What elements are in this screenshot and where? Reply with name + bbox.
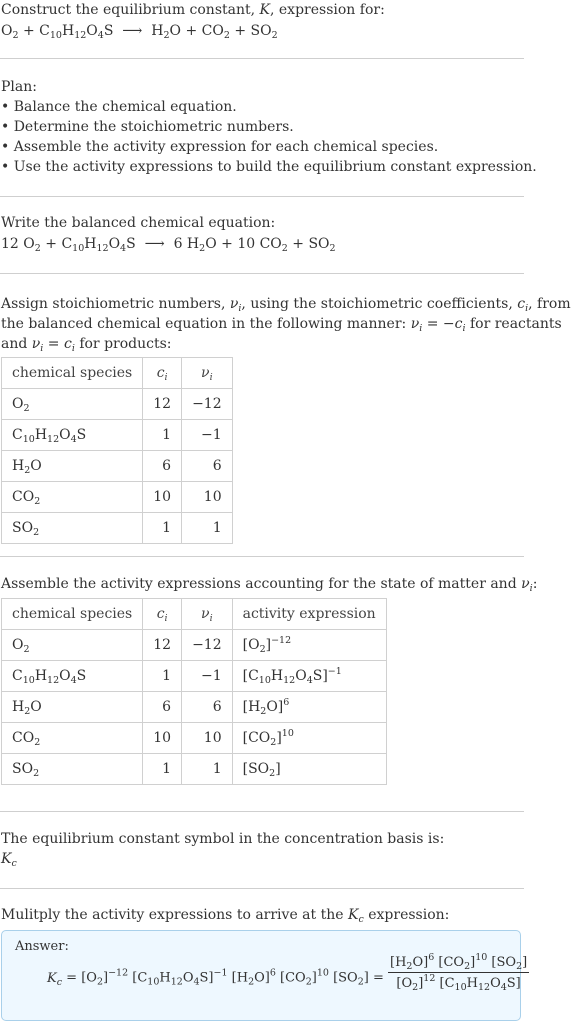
table-header-row xyxy=(2,358,233,389)
intro-section xyxy=(1,0,385,41)
stoichiometry-table xyxy=(1,357,233,544)
table-row: $H_2O$ 6 6 xyxy=(2,451,233,482)
symbol-section xyxy=(1,829,444,869)
answer-fraction: $\frac{[H_2O]^6 [CO_2]^{10} [SO_2]}{[O_2]^{12} [C_{10}H_{12}O_4S]}$ xyxy=(390,952,528,993)
plan-step: • Use the activity expressions to build the equilibrium constant expression. xyxy=(1,159,537,175)
table-row: $SO_2$ 1 1 xyxy=(2,513,233,544)
plan-step: • Balance the chemical equation. xyxy=(1,99,237,115)
species-cell: $H_2O$ xyxy=(2,451,143,482)
species-cell: $CO_2$ xyxy=(2,482,143,513)
answer-expression: $K_c = [O_2]^{-12}$ $[C_{10}H_{12}O_4S]^{-1}$ $[H_2O]^6$ $[CO_2]^{10}$ $[SO_2]$ = $\frac{[H_2O]^6 [CO_2]^{10} [SO_2]}{[O_2]^{12} [C_{10}H_{12}O_4S]}$ xyxy=(47,952,528,993)
column-header: $c_i$ xyxy=(143,599,182,630)
activity-cell: $[O_2]^{-12}$ xyxy=(232,630,386,661)
balanced-title: Write the balanced chemical equation: xyxy=(1,215,276,231)
activity-cell: $[CO_2]^{10}$ xyxy=(232,723,386,754)
column-header: chemical species xyxy=(2,599,143,630)
assign-section xyxy=(1,294,571,354)
table-row: $O_2$ 12 −12 $[O_2]^{-12}$ xyxy=(2,630,387,661)
divider xyxy=(0,556,524,557)
symbol-kc: $K_c$ xyxy=(1,851,17,869)
symbol-text: The equilibrium constant symbol in the concentration basis is: xyxy=(1,831,445,847)
table-header-row xyxy=(2,599,387,630)
plan-step: • Assemble the activity expression for each chemical species. xyxy=(1,139,439,155)
divider xyxy=(0,888,524,889)
divider xyxy=(0,196,524,197)
table-row: $C_{10}H_{12}O_4S$ 1 −1 xyxy=(2,420,233,451)
table-row: $SO_2$ 1 1 $[SO_2]$ xyxy=(2,754,387,785)
column-header: $\nu_i$ xyxy=(182,599,233,630)
table-row: $O_2$ 12 −12 xyxy=(2,389,233,420)
table-row: $CO_2$ 10 10 xyxy=(2,482,233,513)
divider xyxy=(0,58,524,59)
activity-cell: $[C_{10}H_{12}O_4S]^{-1}$ xyxy=(232,661,386,692)
activity-table xyxy=(1,598,387,785)
plan-section xyxy=(1,77,537,177)
table-row: $C_{10}H_{12}O_4S$ 1 −1 $[C_{10}H_{12}O_4S]^{-1}$ xyxy=(2,661,387,692)
plan-title: Plan: xyxy=(1,79,37,95)
answer-label: Answer: xyxy=(15,939,69,954)
species-cell: $O_2$ xyxy=(2,389,143,420)
assign-text: Assign stoichiometric numbers, $\nu_i$, using the stoichiometric coefficients, $c_i$, from xyxy=(1,296,571,314)
multiply-text: Mulitply the activity expressions to arrive at the $K_c$ expression: xyxy=(1,907,450,925)
intro-text: Construct the equilibrium constant, K, expression for: xyxy=(1,2,385,18)
divider xyxy=(0,811,524,812)
divider xyxy=(0,273,524,274)
species-cell: $SO_2$ xyxy=(2,513,143,544)
table-row: $CO_2$ 10 10 $[CO_2]^{10}$ xyxy=(2,723,387,754)
table-row: $H_2O$ 6 6 $[H_2O]^6$ xyxy=(2,692,387,723)
column-header: activity expression xyxy=(232,599,386,630)
species-cell: $C_{10}H_{12}O_4S$ xyxy=(2,420,143,451)
answer-box xyxy=(1,930,528,1021)
column-header: $\nu_i$ xyxy=(182,358,233,389)
activity-cell: $[H_2O]^6$ xyxy=(232,692,386,723)
balanced-equation: 12 $O_2 + C_{10}H_{12}O_4S$ ⟶ 6 $H_2O + 10$ $CO_2 + SO_2$ xyxy=(1,236,336,254)
unbalanced-equation: $O_2 + C_{10}H_{12}O_4S$ ⟶ $H_2O + CO_2 + SO_2$ xyxy=(1,23,278,41)
activity-cell: $[SO_2]$ xyxy=(232,754,386,785)
assemble-text: Assemble the activity expressions accounting for the state of matter and $\nu_i$: xyxy=(1,576,538,594)
balanced-section xyxy=(1,213,336,254)
column-header: chemical species xyxy=(2,358,143,389)
plan-step: • Determine the stoichiometric numbers. xyxy=(1,119,294,135)
assign-text: and $\nu_i = c_i$ for products: xyxy=(1,336,172,354)
assign-text: the balanced chemical equation in the following manner: $\nu_i = -c_i$ for reactants xyxy=(1,316,562,334)
column-header: $c_i$ xyxy=(143,358,182,389)
